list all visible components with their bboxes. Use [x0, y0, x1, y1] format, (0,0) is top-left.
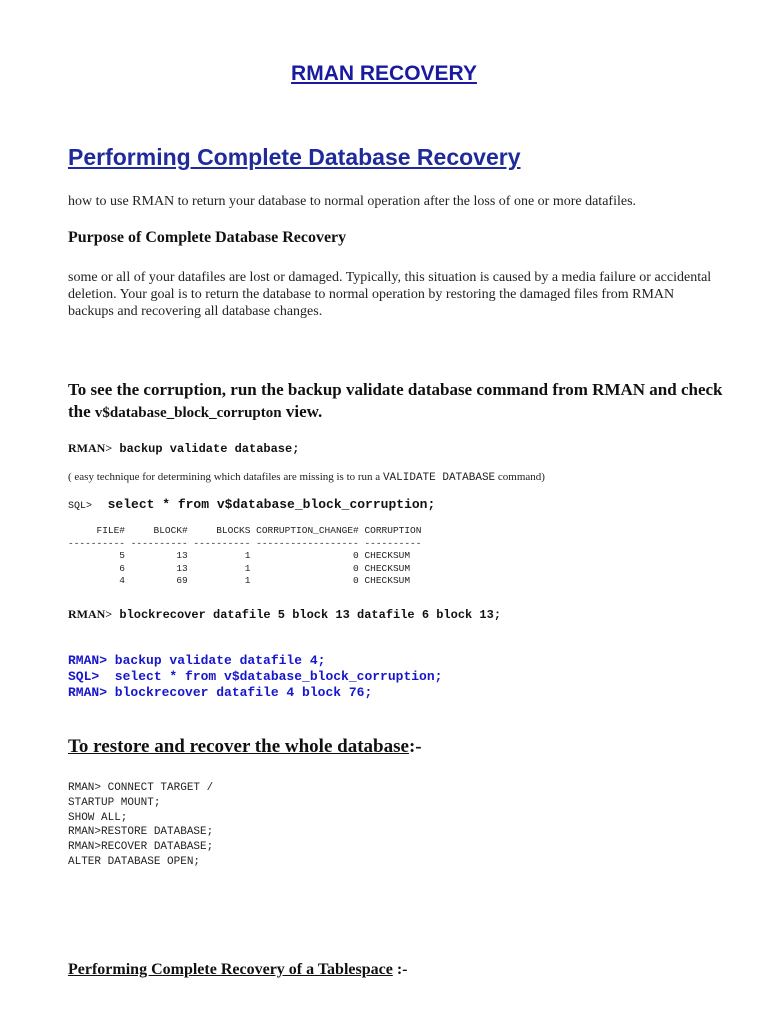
document-title: RMAN RECOVERY	[291, 62, 477, 85]
restore-heading	[68, 736, 422, 758]
sql-prompt: SQL>	[68, 501, 93, 512]
validate-command-text: backup validate database;	[112, 442, 300, 456]
restore-command-line: RMAN>RECOVER DATABASE;	[68, 841, 214, 854]
restore-command-block	[68, 781, 213, 870]
note-command: VALIDATE DATABASE	[382, 472, 496, 484]
restore-command-line: ALTER DATABASE OPEN;	[68, 855, 201, 868]
restore-command-line: STARTUP MOUNT;	[68, 796, 161, 809]
table-row: 6 13 1 0 CHECKSUM	[68, 562, 411, 574]
note-text-start: ( easy technique for determining which datafiles are missing is to run a	[68, 471, 383, 483]
restore-heading-suffix: :-	[408, 736, 422, 757]
blue-command-line: RMAN> blockrecover datafile 4 block 76;	[68, 685, 373, 700]
blockrecover-command-text: blockrecover datafile 5 block 13 datafile 6 block 13;	[112, 608, 502, 622]
sql-query-text: select * from v$database_block_corruption;	[92, 497, 436, 512]
blue-command-block	[68, 653, 442, 701]
validate-command	[68, 441, 299, 456]
corruption-heading-end: view.	[281, 402, 323, 421]
rman-prompt: RMAN>	[68, 441, 113, 455]
validate-note	[68, 471, 545, 484]
restore-command-line: SHOW ALL;	[68, 811, 128, 824]
table-rule: ---------- ---------- ---------- ------------------ ----------	[68, 537, 422, 549]
blue-command-line: RMAN> backup validate datafile 4;	[68, 653, 326, 668]
purpose-paragraph: some or all of your datafiles are lost or damaged. Typically, this situation is caused by a media failure or accidental deletion. Your goal is to return the database to normal operation by restoring the damaged files from RMAN backups and recovering all database changes.	[68, 270, 712, 319]
corruption-heading	[68, 379, 728, 424]
tablespace-heading	[68, 961, 407, 979]
blockrecover-command	[68, 607, 501, 622]
corruption-result-table	[68, 525, 421, 588]
tablespace-heading-suffix: :-	[392, 961, 408, 978]
blue-command-line: SQL> select * from v$database_block_corruption;	[68, 669, 443, 684]
table-row: 5 13 1 0 CHECKSUM	[68, 550, 411, 561]
restore-heading-text: To restore and recover the whole database	[68, 736, 409, 757]
restore-command-line: RMAN> CONNECT TARGET /	[68, 782, 214, 794]
corruption-heading-text: To see the corruption, run the backup validate database command from RMAN and check the	[68, 380, 723, 421]
restore-command-line: RMAN>RESTORE DATABASE;	[68, 826, 214, 839]
note-text-end: command)	[495, 471, 545, 483]
intro-paragraph: how to use RMAN to return your database to normal operation after the loss of one or more datafiles.	[68, 194, 637, 209]
table-header: FILE# BLOCK# BLOCKS CORRUPTION_CHANGE# CORRUPTION	[68, 525, 422, 536]
corruption-view-name: v$database_block_corrupton	[94, 405, 282, 421]
section-heading-complete-recovery: Performing Complete Database Recovery	[68, 144, 521, 170]
purpose-heading: Purpose of Complete Database Recovery	[68, 229, 347, 246]
table-row: 4 69 1 0 CHECKSUM	[68, 575, 411, 586]
rman-prompt: RMAN>	[68, 607, 113, 621]
sql-query	[68, 497, 435, 512]
tablespace-heading-text: Performing Complete Recovery of a Tablespace	[68, 961, 393, 978]
